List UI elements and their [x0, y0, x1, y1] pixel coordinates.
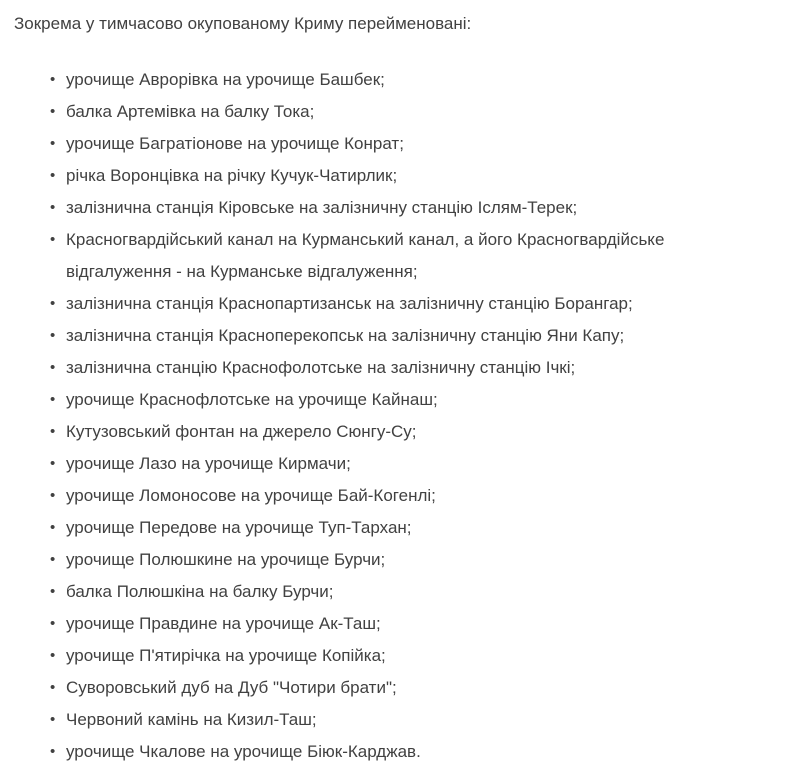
list-item: • урочище Багратіонове на урочище Конрат; — [50, 128, 772, 160]
list-item: • урочище Краснофлотське на урочище Кайнаш; — [50, 384, 772, 416]
list-item: • урочище Чкалове на урочище Біюк-Карджав. — [50, 736, 772, 768]
list-item: • урочище Правдине на урочище Ак-Таш; — [50, 608, 772, 640]
list-item: • Суворовський дуб на Дуб "Чотири брати"; — [50, 672, 772, 704]
list-item: • урочище Передове на урочище Туп-Тархан; — [50, 512, 772, 544]
list-item: • залізнична станцію Краснофолотське на залізничну станцію Ічкі; — [50, 352, 772, 384]
list-item: • урочище Полюшкине на урочище Бурчи; — [50, 544, 772, 576]
list-item: • Червоний камінь на Кизил-Таш; — [50, 704, 772, 736]
list-item: • урочище Лазо на урочище Кирмачи; — [50, 448, 772, 480]
list-item: • залізнична станція Кіровське на залізничну станцію Іслям-Терек; — [50, 192, 772, 224]
list-item: • урочище Ломоносове на урочище Бай-Когенлі; — [50, 480, 772, 512]
list-item: • балка Артемівка на балку Тока; — [50, 96, 772, 128]
list-item: • Красногвардійський канал на Курманський канал, а його Красногвардійське відгалуження - на Курманське відгалуження; — [50, 224, 772, 288]
list-item: • залізнична станція Краснопартизанськ на залізничну станцію Борангар; — [50, 288, 772, 320]
list-item: • річка Воронцівка на річку Кучук-Чатирлик; — [50, 160, 772, 192]
list-item: • урочище Аврорівка на урочище Башбек; — [50, 64, 772, 96]
list-item: • Кутузовський фонтан на джерело Сюнгу-Су; — [50, 416, 772, 448]
list-item: • залізнична станція Красноперекопськ на залізничну станцію Яни Капу; — [50, 320, 772, 352]
renamed-places-list — [50, 64, 772, 768]
list-item: • урочище П'ятирічка на урочище Копійка; — [50, 640, 772, 672]
intro-paragraph: Зокрема у тимчасово окупованому Криму перейменовані: — [14, 14, 472, 33]
list-item: • балка Полюшкіна на балку Бурчи; — [50, 576, 772, 608]
